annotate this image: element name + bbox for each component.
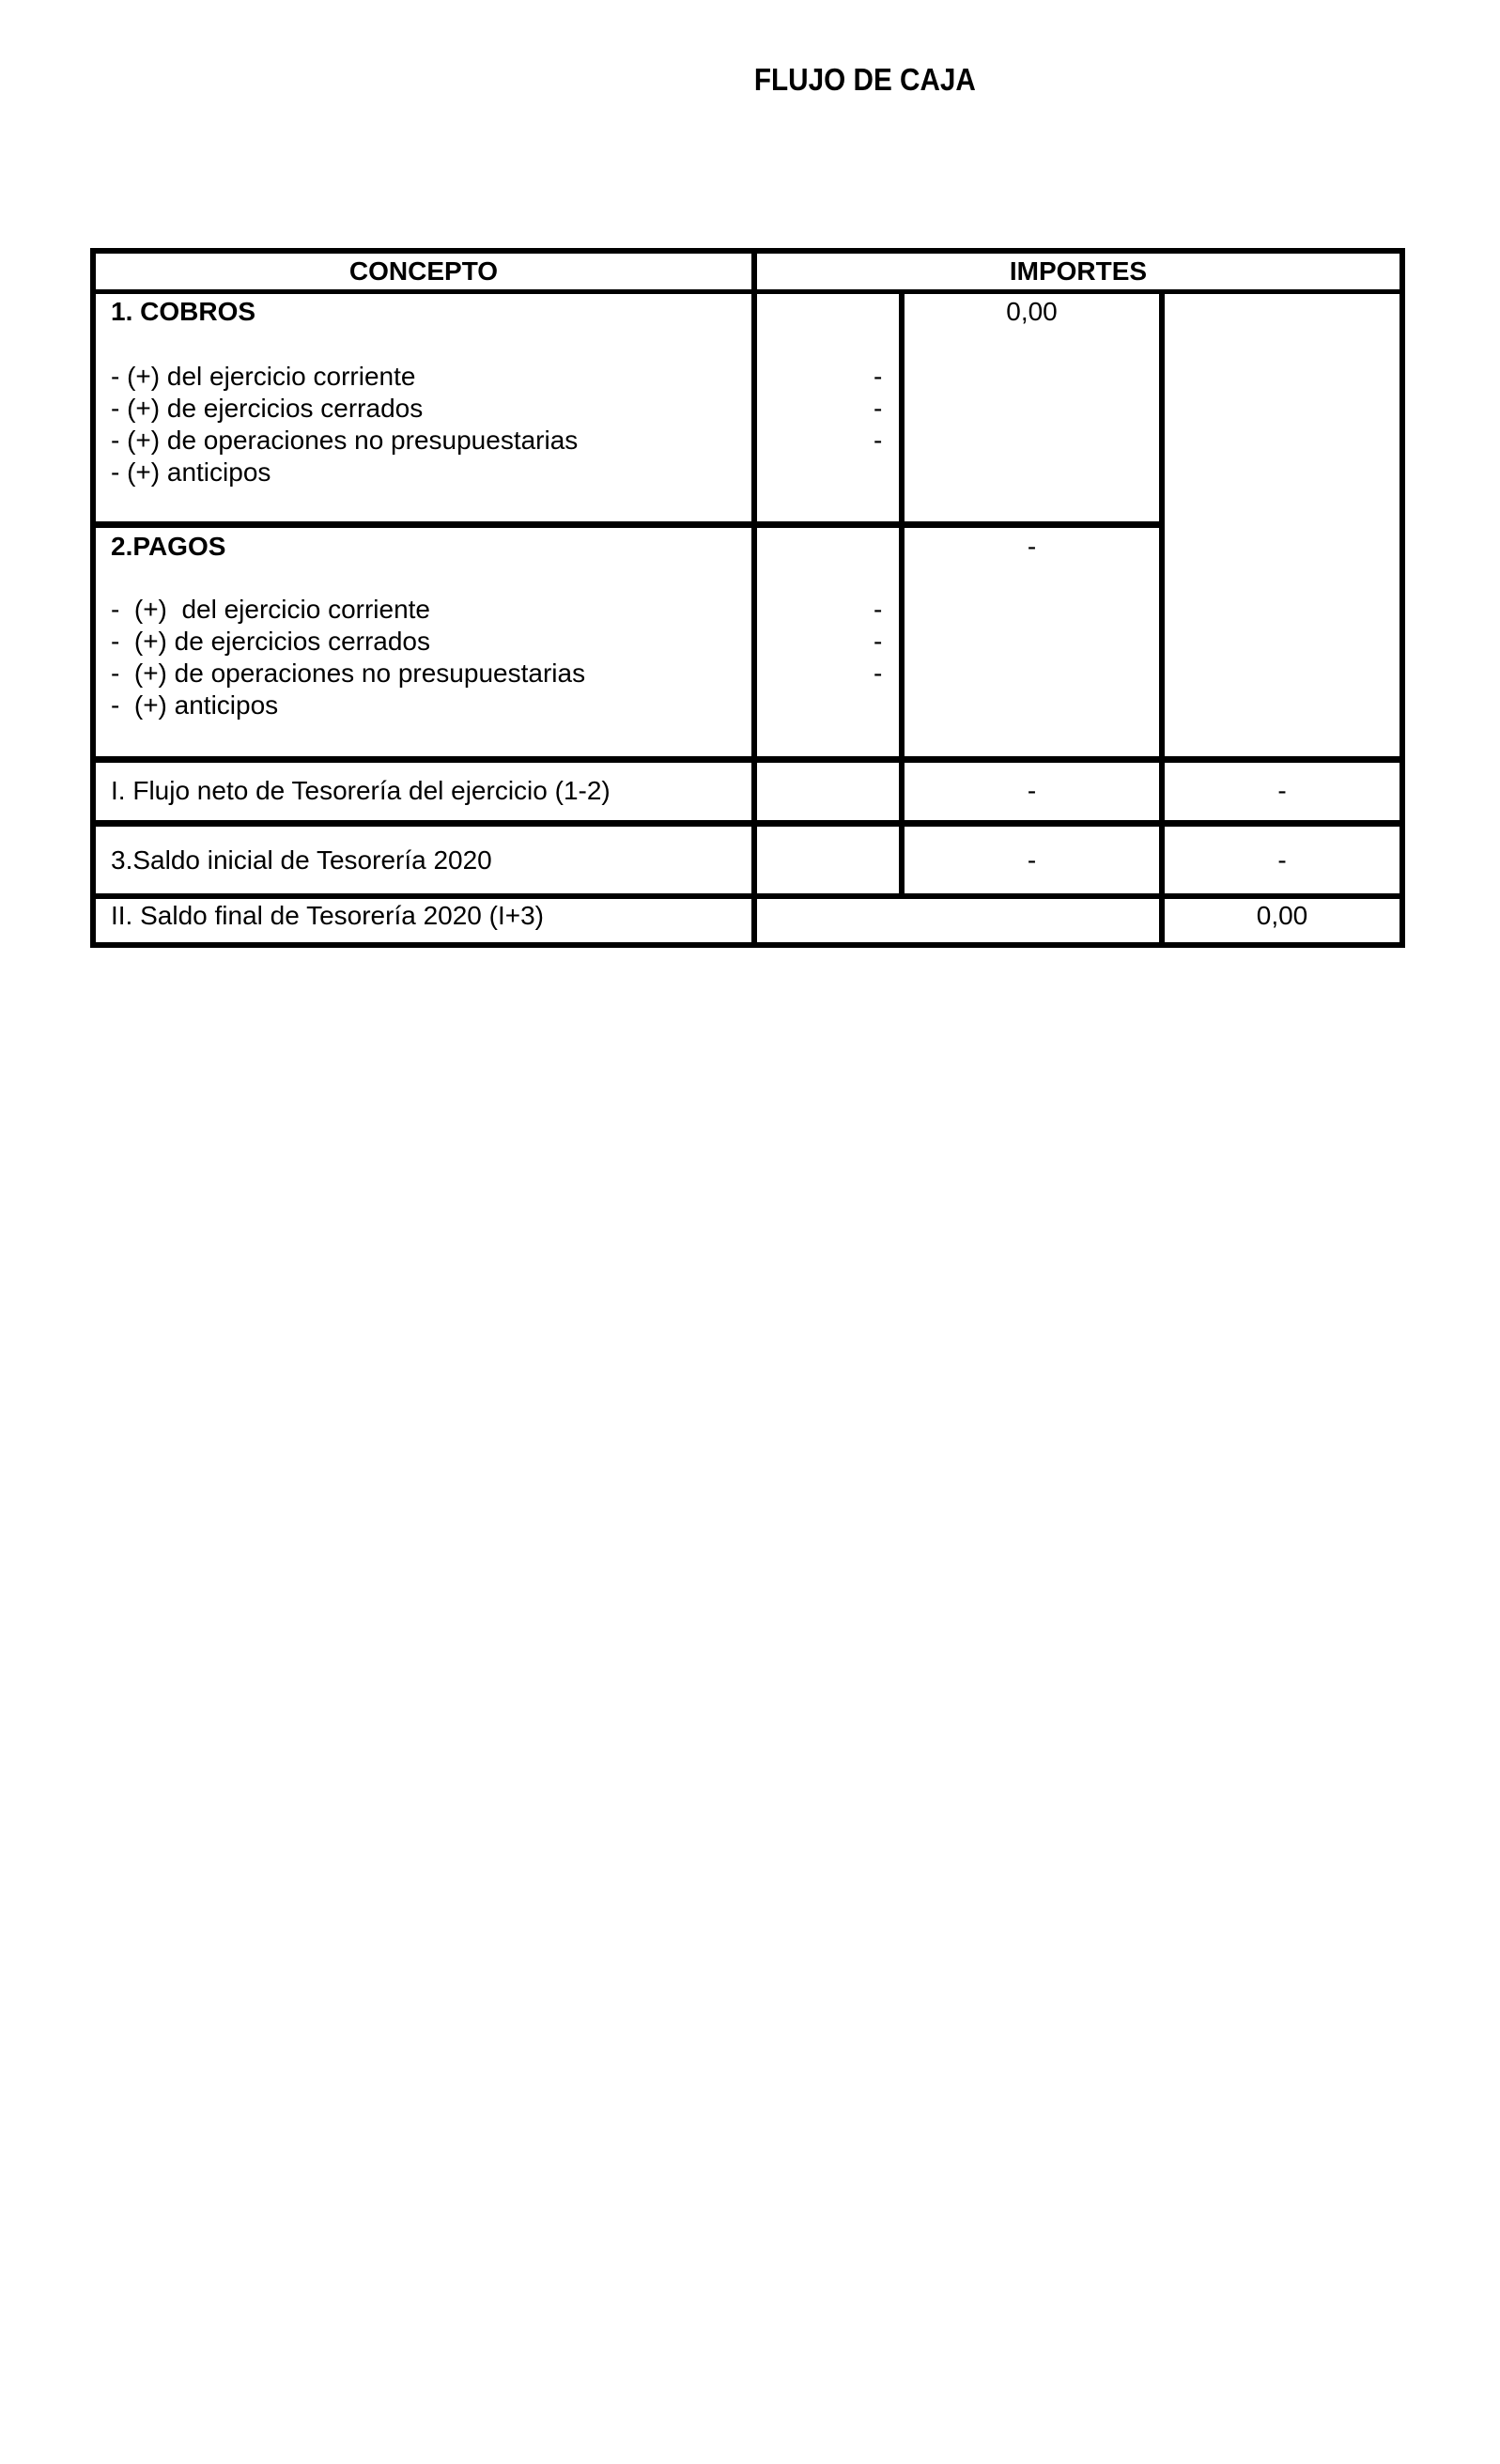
- cobros-pagos-divider: [90, 521, 1162, 528]
- page-title: FLUJO DE CAJA: [753, 62, 976, 97]
- header-concepto: CONCEPTO: [348, 256, 499, 286]
- cobros-item-value: -: [874, 394, 883, 423]
- pagos-item-value: -: [874, 627, 883, 656]
- flujo-neto-col3: -: [1277, 776, 1287, 805]
- pagos-flujo-divider: [90, 756, 1405, 763]
- pagos-item-label: - (+) del ejercicio corriente: [111, 595, 431, 624]
- divider-concepto-importes: [751, 248, 757, 948]
- cobros-item-label: - (+) anticipos: [111, 457, 271, 487]
- saldo-inicial-col2: -: [1027, 845, 1037, 875]
- cobros-label: 1. COBROS: [111, 297, 256, 326]
- flujo-saldo-divider: [90, 820, 1405, 827]
- cobros-total: 0,00: [1006, 297, 1058, 326]
- pagos-item-label: - (+) anticipos: [111, 690, 279, 720]
- header-importes: IMPORTES: [1009, 256, 1148, 286]
- saldo-final-col3: 0,00: [1256, 901, 1308, 930]
- cobros-item-label: - (+) de ejercicios cerrados: [111, 394, 424, 423]
- header-divider: [90, 289, 1405, 294]
- pagos-total: -: [1027, 532, 1037, 561]
- flujo-neto-label: I. Flujo neto de Tesorería del ejercicio (1-2): [111, 776, 611, 805]
- cobros-item-value: -: [874, 362, 883, 391]
- saldo-inicial-col3: -: [1277, 845, 1287, 875]
- pagos-label: 2.PAGOS: [111, 532, 226, 561]
- cobros-item-label: - (+) del ejercicio corriente: [111, 362, 416, 391]
- cobros-item-label: - (+) de operaciones no presupuestarias: [111, 426, 579, 455]
- pagos-item-value: -: [874, 659, 883, 688]
- saldo-final-divider: [90, 893, 1405, 899]
- pagos-item-label: - (+) de operaciones no presupuestarias: [111, 659, 586, 688]
- pagos-item-value: -: [874, 595, 883, 624]
- pagos-item-label: - (+) de ejercicios cerrados: [111, 627, 431, 656]
- saldo-inicial-label: 3.Saldo inicial de Tesorería 2020: [111, 845, 492, 875]
- saldo-final-label: II. Saldo final de Tesorería 2020 (I+3): [111, 901, 544, 930]
- flujo-neto-col2: -: [1027, 776, 1037, 805]
- cobros-item-value: -: [874, 426, 883, 455]
